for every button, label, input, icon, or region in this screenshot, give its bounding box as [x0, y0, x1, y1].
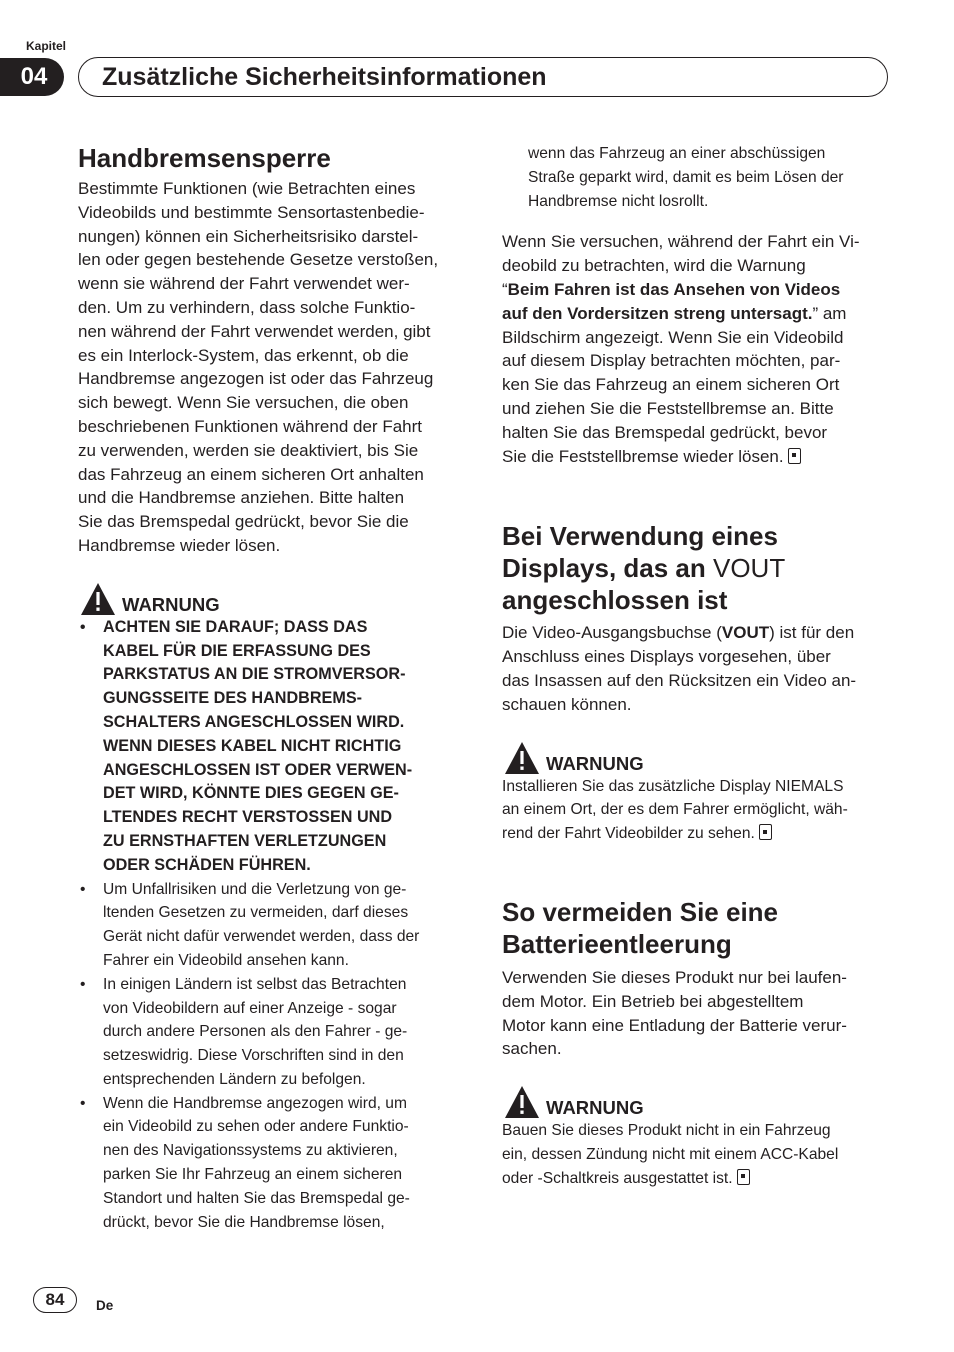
end-mark-icon [759, 824, 772, 840]
section-heading-battery: So vermeiden Sie eine Batterieentleerung [502, 896, 779, 959]
left-column [78, 142, 470, 1234]
right-column [502, 142, 896, 1191]
warning-label: WARNUNG [122, 593, 220, 615]
warning-label: WARNUNG [546, 752, 644, 774]
bullet-continuation: wenn das Fahrzeug an einer abschüssigen Straße geparkt wird, damit es beim Lösen der Handbremse nicht losrollt. [528, 145, 844, 210]
end-mark-icon [788, 448, 801, 464]
bullet-icon: • [80, 880, 86, 898]
warning-header [78, 580, 470, 616]
interlock-warning-paragraph: Wenn Sie versuchen, während der Fahrt ein Vi- deobild zu betrachten, wird die Warnung “Beim Fahren ist das Ansehen von Videos auf den Vordersitzen streng untersagt.” am Bildschirm angezeigt. Wenn Sie ein Videobild auf diesem Display betrachten möchten, par- ken Sie das Fahrzeug an einem sicheren Ort und ziehen Sie die Feststellbremse an. Bitte halten Sie das Bremspedal gedrückt, bevor Sie die Feststellbremse wieder lösen. [502, 232, 860, 466]
list-item: • ACHTEN SIE DARAUF; DASS DAS KABEL FÜR DIE ERFASSUNG DES PARKSTATUS AN DIE STROMVERSOR- GUNGSSEITE DES HANDBREMS- SCHALTERS ANGESCHLOSSEN WIRD. WENN DIESES KABEL NICHT RICHTIG ANGESCHLOSSEN IST ODER VERWEN- DET WIRD, KÖNNTE DIES GEGEN GE- LTENDES RECHT VERSTOSSEN UND ZU ERNSTHAFTEN VERLETZUNGEN ODER SCHÄDEN FÜHREN. [80, 617, 413, 874]
section-heading-handbremsensperre: Handbremsensperre [78, 143, 331, 173]
warning-header [502, 1083, 896, 1119]
vout-warning-text: Installieren Sie das zusätzliche Display NIEMALS an einem Ort, der es dem Fahrer ermöglicht, wäh- rend der Fahrt Videobilder zu sehen. [502, 777, 848, 843]
page-number: 84 [33, 1287, 77, 1313]
chapter-number-tab: 04 [0, 58, 64, 96]
warning-triangle-icon [504, 741, 540, 775]
list-item: • Wenn die Handbremse angezogen wird, um ein Videobild zu sehen oder andere Funktio- nen des Navigationssystems zu aktivieren, parken Sie Ihr Fahrzeug an einem sicheren Standort und halten Sie das Bremspedal ge- drückt, bevor Sie die Handbremse lösen, [78, 1092, 470, 1235]
battery-warning-text: Bauen Sie dieses Produkt nicht in ein Fahrzeug ein, dessen Zündung nicht mit einem ACC-Kabel oder -Schaltkreis ausgestattet ist. [502, 1122, 839, 1187]
onscreen-warning-message: Beim Fahren ist das Ansehen von Videos auf den Vordersitzen streng untersagt. [502, 279, 841, 323]
handbremsensperre-body: Bestimmte Funktionen (wie Betrachten eines Videobilds und bestimmte Sensortastenbedie- nungen) können ein Sicherheitsrisiko darstel- len oder gegen bestehende Gesetze verstoßen, wenn sie während der Fahrt verwendet wer- den. Um zu verhindern, dass solche Funktio- nen während der Fahrt verwendet werden, gibt es ein Interlock-System, das erkennt, ob die Handbremse angezogen ist oder das Fahrzeug sich bewegt. Wenn Sie versuchen, die oben beschriebenen Funktionen während der Fahrt zu verwenden, werden sie deaktiviert, bis Sie das Fahrzeug an einem sicheren Ort anhalten und die Handbremse anziehen. Bitte halten Sie das Bremspedal gedrückt, bevor Sie die Handbremse wieder lösen. [78, 179, 439, 555]
warning-triangle-icon [80, 582, 116, 616]
warning-label: WARNUNG [546, 1097, 644, 1119]
end-mark-icon [737, 1169, 750, 1185]
section-heading-vout: Bei Verwendung eines Displays, das an VOUT angeschlossen ist [502, 521, 786, 616]
list-item: • In einigen Ländern ist selbst das Betrachten von Videobildern auf einer Anzeige - sogar durch andere Personen als den Fahrer - ge- setzeswidrig. Diese Vorschriften sind in den entsprechenden Ländern zu befolgen. [78, 973, 470, 1092]
chapter-title: Zusätzliche Sicherheitsinformationen [102, 63, 547, 91]
warning-bullet-list [78, 616, 470, 1235]
chapter-label: Kapitel [26, 39, 67, 53]
battery-body: Verwenden Sie dieses Produkt nur bei laufen- dem Motor. Ein Betrieb bei abgestelltem Motor kann eine Entladung der Batterie verur- sachen. [502, 967, 847, 1059]
bullet-icon: • [80, 618, 86, 636]
warning-header [502, 739, 896, 775]
vout-body: Die Video-Ausgangsbuchse (VOUT) ist für den Anschluss eines Displays vorgesehen, über das Insassen auf den Rücksitzen ein Video an- schauen können. [502, 623, 857, 714]
warning-triangle-icon [504, 1085, 540, 1119]
bullet-icon: • [80, 975, 86, 993]
bullet-icon: • [80, 1094, 86, 1112]
language-code: De [96, 1298, 114, 1313]
list-item: • Um Unfallrisiken und die Verletzung von ge- ltenden Gesetzen zu vermeiden, darf dieses Gerät nicht dafür verwendet werden, dass der Fahrer ein Videobild ansehen kann. [78, 878, 470, 973]
